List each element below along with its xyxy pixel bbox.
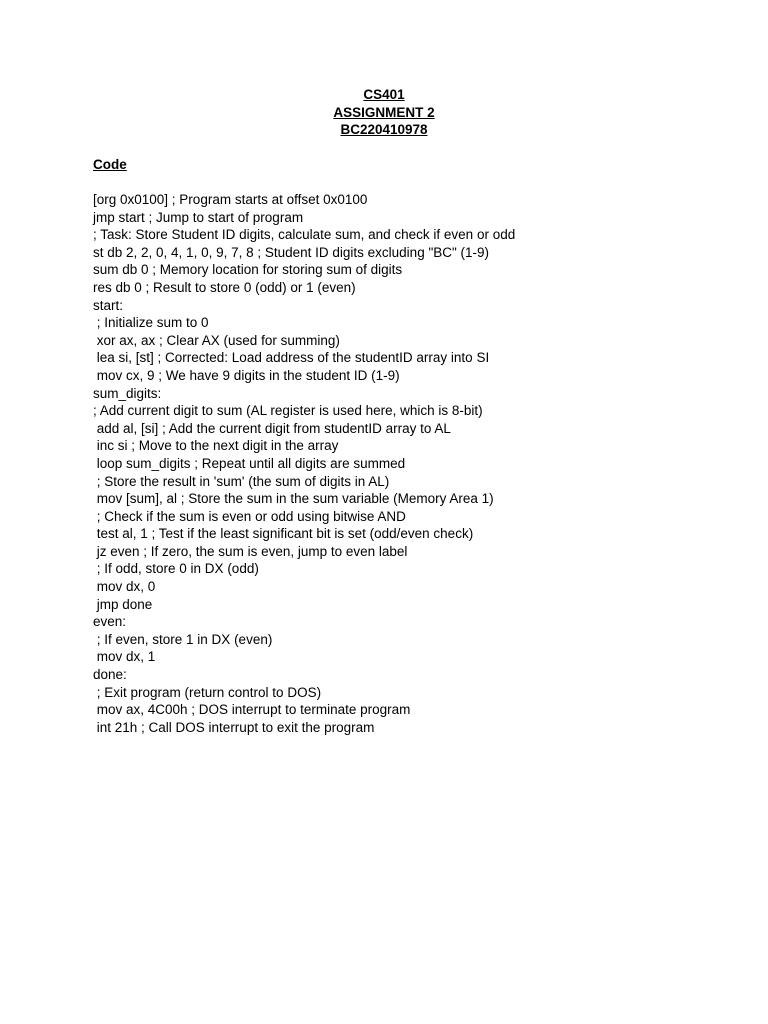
code-line: ; Initialize sum to 0 [93,315,209,331]
code-line: jmp start ; Jump to start of program [93,209,304,225]
code-line: st db 2, 2, 0, 4, 1, 0, 9, 7, 8 ; Student ID digits excluding "BC" (1-9) [93,244,490,260]
code-line: mov [sum], al ; Store the sum in the sum variable (Memory Area 1) [93,491,494,507]
code-line: xor ax, ax ; Clear AX (used for summing) [93,332,340,348]
code-line: sum_digits: [93,385,162,401]
document-header [0,86,768,139]
code-line: start: [93,297,124,313]
code-line: add al, [si] ; Add the current digit from studentID array to AL [93,420,451,436]
code-line: jmp done [93,596,153,612]
code-line: ; Add current digit to sum (AL register is used here, which is 8-bit) [93,403,483,419]
code-section-title: Code [93,157,127,172]
code-line: ; Store the result in 'sum' (the sum of digits in AL) [93,473,390,489]
code-line: even: [93,614,127,630]
code-line: ; Exit program (return control to DOS) [93,684,322,700]
code-line: [org 0x0100] ; Program starts at offset 0x0100 [93,192,368,207]
code-line: inc si ; Move to the next digit in the array [93,438,339,454]
assignment-title: ASSIGNMENT 2 [333,104,435,120]
code-line: sum db 0 ; Memory location for storing sum of digits [93,262,403,278]
code-line: res db 0 ; Result to store 0 (odd) or 1 (even) [93,279,356,295]
code-line: int 21h ; Call DOS interrupt to exit the program [93,719,375,735]
code-line: mov ax, 4C00h ; DOS interrupt to terminate program [93,702,411,718]
code-line: loop sum_digits ; Repeat until all digits are summed [93,455,406,471]
code-line: ; If even, store 1 in DX (even) [93,631,273,647]
code-line: mov dx, 0 [93,579,156,595]
code-line: test al, 1 ; Test if the least significant bit is set (odd/even check) [93,526,474,542]
code-line: mov dx, 1 [93,649,156,665]
code-line: lea si, [st] ; Corrected: Load address of the studentID array into SI [93,350,490,366]
course-code: CS401 [363,87,405,102]
code-line: ; Check if the sum is even or odd using bitwise AND [93,508,406,524]
code-line: done: [93,667,127,683]
code-block [93,191,713,736]
code-line: mov cx, 9 ; We have 9 digits in the student ID (1-9) [93,367,400,383]
code-line: ; If odd, store 0 in DX (odd) [93,561,259,577]
code-line: ; Task: Store Student ID digits, calculate sum, and check if even or odd [93,227,516,243]
student-id: BC220410978 [340,122,428,138]
code-line: jz even ; If zero, the sum is even, jump to even label [93,543,408,559]
